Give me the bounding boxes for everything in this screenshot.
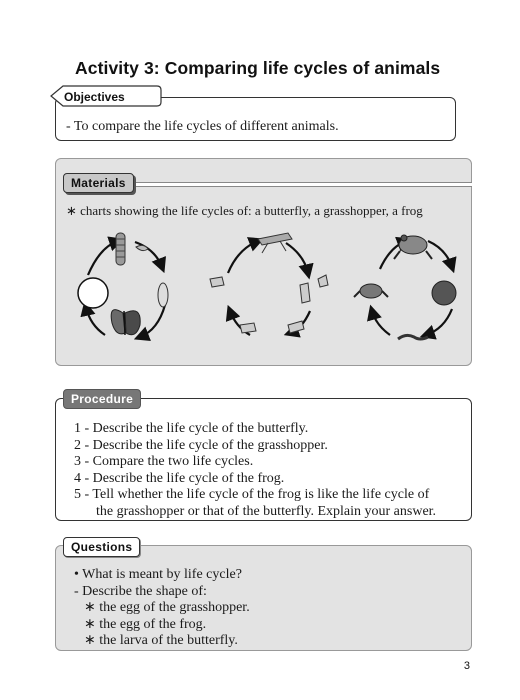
- butterfly-icon: [111, 310, 140, 335]
- materials-header-line: [135, 182, 472, 187]
- life-cycle-charts: [60, 225, 470, 355]
- objectives-label: Objectives: [64, 90, 125, 104]
- butterfly-cycle-chart: [78, 233, 168, 337]
- procedure-step: 2 - Describe the life cycle of the grasshopper.: [74, 437, 328, 453]
- procedure-step: 4 - Describe the life cycle of the frog.: [74, 470, 285, 486]
- question-line: • What is meant by life cycle?: [74, 567, 242, 582]
- tadpole-icon: [398, 335, 428, 339]
- question-subitem: ∗ the larva of the butterfly.: [84, 633, 238, 648]
- procedure-step: 3 - Compare the two life cycles.: [74, 454, 254, 469]
- materials-text: ∗ charts showing the life cycles of: a butterfly, a grasshopper, a frog: [66, 203, 423, 218]
- activity-title: Activity 3: Comparing life cycles of animals: [75, 58, 441, 78]
- question-line: - Describe the shape of:: [74, 583, 207, 599]
- caterpillar-icon: [116, 233, 125, 265]
- objectives-text: - To compare the life cycles of different animals.: [66, 119, 339, 134]
- procedure-label: Procedure: [63, 389, 141, 409]
- frog-icon: [394, 235, 432, 259]
- froglet-icon: [354, 284, 388, 298]
- egg-icon: [78, 278, 108, 308]
- question-subitem: ∗ the egg of the frog.: [84, 616, 207, 632]
- grasshopper-cycle-chart: [210, 233, 328, 335]
- hatchling-icon: [240, 323, 256, 333]
- procedure-step: 5 - Tell whether the life cycle of the frog is like the life cycle of: [74, 487, 430, 502]
- young-nymph-icon: [288, 321, 304, 333]
- questions-list: [74, 567, 250, 650]
- frog-cycle-chart: [354, 235, 456, 339]
- materials-label: Materials: [63, 173, 134, 193]
- questions-label: Questions: [63, 537, 140, 557]
- question-subitem: ∗ the egg of the grasshopper.: [84, 600, 250, 615]
- nymph-icon: [300, 283, 310, 303]
- page-number: 3: [463, 660, 470, 672]
- small-nymph-icon: [318, 275, 328, 287]
- frog-eggs-icon: [432, 281, 456, 305]
- procedure-steps: [74, 421, 436, 520]
- egg-pod-icon: [210, 277, 224, 287]
- procedure-step: 1 - Describe the life cycle of the butterfly.: [74, 421, 309, 436]
- procedure-step-continuation: the grasshopper or that of the butterfly. Explain your answer.: [96, 503, 437, 519]
- pupa-icon: [158, 283, 168, 307]
